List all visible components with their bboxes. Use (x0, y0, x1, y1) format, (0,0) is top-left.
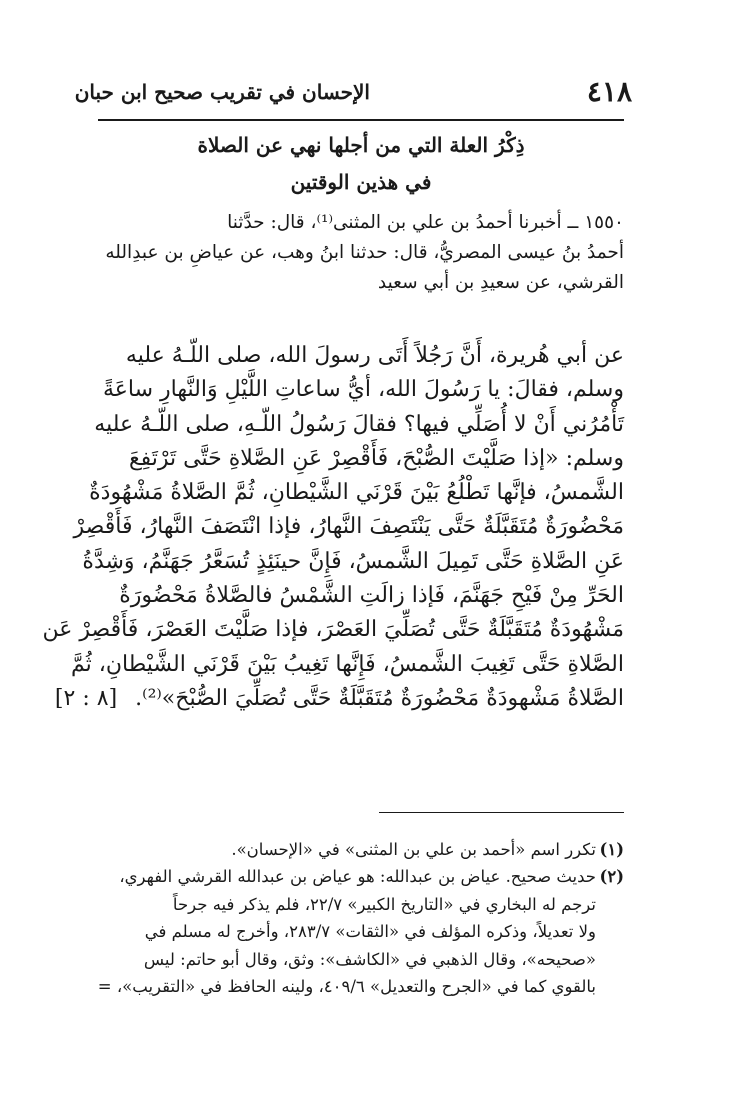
footnote-rule (379, 812, 624, 813)
matn-line: عَنِ الصَّلاةِ حَتَّى تَمِيلَ الشَّمسُ، فَإِنَّ حينَئِذٍ تُسَعَّرُ جَهَنَّمُ، وَشِدَّةُ (82, 548, 624, 574)
hadith-reference: [٨ : ٢] (54, 685, 118, 711)
footnote-number: (٢) (599, 867, 624, 887)
matn-last-line (54, 682, 624, 716)
footnote-2 (100, 863, 624, 890)
footnote-text: تكرر اسم «أحمد بن علي بن المثنى» في «الإحسان». (231, 840, 596, 859)
isnad-line: القرشي، عن سعيدِ بن أبي سعيد (377, 272, 624, 293)
isnad-line: أحمدُ بنُ عيسى المصريُّ، قال: حدثنا ابنُ وهب، عن عياضِ بن عبدِالله (105, 242, 624, 263)
matn-line: تَأْمُرُني أَنْ لا أُصَلِّي فيها؟ فقالَ رَسُولُ اللّـهِ، صلى اللّـهُ عليه (94, 411, 624, 437)
section-heading-line-2: في هذين الوقتين (290, 170, 432, 194)
matn-line: مَحْضُورَةٌ مُتَقَبَّلَةٌ حَتَّى يَنْتَصِفَ النَّهارُ، فإذا انْتَصَفَ النَّهارُ، فَأَقْصِرْ (73, 514, 624, 540)
footnote-1 (100, 836, 624, 863)
matn-line: وسلم، فقالَ: يا رَسُولَ الله، أيُّ ساعاتِ اللَّيْلِ وَالنَّهارِ ساعَةً (102, 377, 624, 403)
footnote-text: حديث صحيح. عياض بن عبدالله: هو عياض بن عبدالله القرشي الفهري، (119, 867, 596, 887)
hadith-isnad (98, 208, 624, 298)
matn-line: الحَرِّ مِنْ فَيْحِ جَهَنَّمَ، فَإذا زالَتِ الشَّمْسُ فالصَّلاةُ مَحْضُورَةٌ (119, 583, 624, 609)
footnote-text: ترجم له البخاري في «التاريخ الكبير» ٢٢/٧، فلم يذكر فيه جرحاً (172, 894, 596, 914)
footnote-number: (١) (599, 840, 624, 859)
header-rule (98, 119, 624, 121)
matn-line: عن أبي هُريرة، أَنَّ رَجُلاً أَتَى رسولَ الله، صلى اللّـهُ عليه (125, 343, 624, 368)
matn-line: الصَّلاةِ حَتَّى تَغِيبَ الشَّمسُ، فَإِنَّها تَغِيبُ بَيْنَ قَرْنَي الشَّيْطانِ، ثُمَّ (71, 651, 624, 677)
hadith-matn (42, 339, 624, 716)
matn-line: الصَّلاةُ مَشْهودَةٌ مَحْضُورَةٌ مُتَقَبَّلَةٌ حَتَّى تُصَلِّيَ الصُّبْحَ»⁽²⁾. (135, 685, 624, 711)
matn-line: مَشْهُودَةٌ مُتَقَبَّلَةٌ حَتَّى تُصَلِّيَ العَصْرَ، فإذا صَلَّيْتَ العَصْرَ، فَأَقْصِرْ عَن (42, 617, 624, 643)
footnotes (97, 836, 624, 1000)
running-header-title: الإحسان في تقريب صحيح ابن حبان (74, 80, 370, 104)
footnote-text: بالقوي كما في «الجرح والتعديل» ٤٠٩/٦، ولينه الحافظ في «التقريب»، = (97, 976, 596, 996)
matn-line: وسلم: «إذا صَلَّيْتَ الصُّبْحَ، فَأَقْصِرْ عَنِ الصَّلاةِ حَتَّى تَرْتَفِعَ (128, 445, 624, 471)
matn-line: الشَّمسُ، فإنَّها تَطْلُعُ بَيْنَ قَرْنَي الشَّيْطانِ، ثُمَّ الصَّلاةُ مَشْهُودَةٌ (89, 480, 624, 506)
footnote-text: ولا تعديلاً، وذكره المؤلف في «الثقات» ٢٨٣/٧، وأخرج له مسلم في (144, 922, 596, 942)
isnad-line: ١٥٥٠ ــ أخبرنا أحمدُ بن علي بن المثنى⁽¹⁾، قال: حدَّثنا (227, 212, 624, 233)
page-number: ٤١٨ (586, 75, 632, 108)
footnote-text: «صحيحه»، وقال الذهبي في «الكاشف»: وثق، وقال أبو حاتم: ليس (143, 949, 596, 969)
section-heading-line-1: ذِكْرُ العلة التي من أجلها نهي عن الصلاة (197, 133, 525, 157)
